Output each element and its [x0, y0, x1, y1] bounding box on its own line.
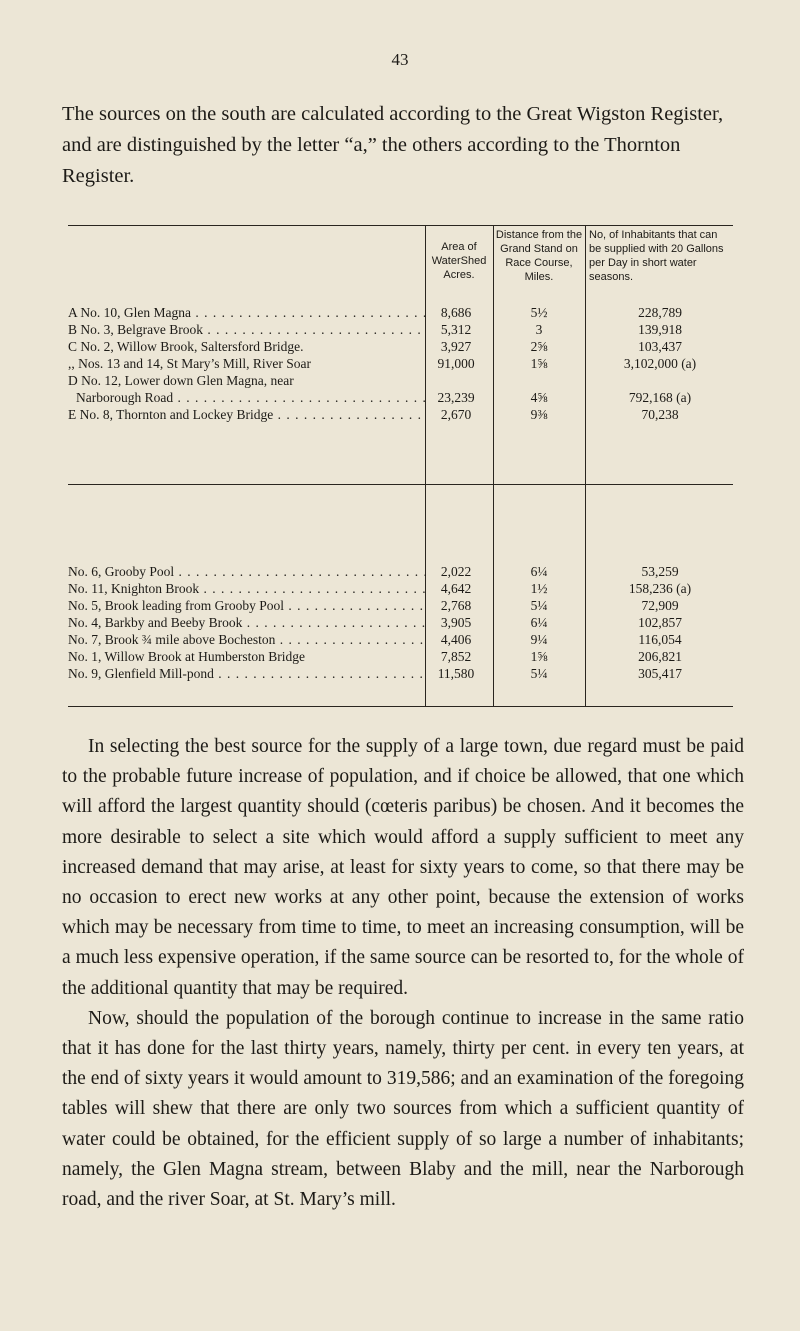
inhabitants-cell: 116,054	[638, 632, 682, 647]
source-name: No. 7, Brook ¾ mile above Bocheston . . .	[68, 632, 426, 648]
area-cell: 23,239	[437, 390, 475, 405]
distance-cell: 6¼	[530, 564, 548, 579]
inhabitants-cell: 206,821	[638, 649, 682, 664]
intro-paragraph: The sources on the south are calculated according to the Great Wigston Register, and are distinguished by the letter “a,” the others according to the Thornton Register.	[62, 103, 724, 187]
page-number: 43	[391, 50, 409, 69]
table-row	[68, 615, 733, 631]
table-row	[68, 564, 733, 580]
source-name: No. 5, Brook leading from Grooby Pool . . .	[68, 598, 426, 614]
table-row	[68, 407, 733, 423]
water-sources-table	[68, 225, 733, 707]
distance-cell: 5½	[530, 305, 548, 320]
source-name: No. 11, Knighton Brook . . .	[68, 581, 426, 597]
source-name: B No. 3, Belgrave Brook . . .	[68, 322, 426, 338]
area-cell: 4,642	[440, 581, 472, 596]
source-name: No. 4, Barkby and Beeby Brook . . .	[68, 615, 426, 631]
paragraph: In selecting the best source for the supply of a large town, due regard must be paid to the probable future increase of population, and if choice be allowed, that one which will afford the largest quantity should (cœteris paribus) be chosen. And it becomes the more desirable to select a site which would afford a supply sufficient to meet any increased demand that may arise, at least for sixty years to come, so that there may be no occasion to erect new works at any other point, because the extension of works which may be necessary from time to time, to meet an increasing consumption, will be a much less expensive operation, if the same source can be resorted to, for the whole of the additional quantity that may be required.	[62, 736, 744, 999]
table-row	[68, 598, 733, 614]
inhabitants-cell: 139,918	[638, 322, 682, 337]
inhabitants-cell: 103,437	[638, 339, 682, 354]
table-row	[68, 581, 733, 597]
area-cell: 4,406	[440, 632, 472, 647]
table-row	[68, 632, 733, 648]
area-cell: 3,927	[440, 339, 472, 354]
distance-cell: 1⅝	[530, 356, 548, 371]
inhabitants-cell: 792,168 (a)	[628, 390, 692, 405]
source-name: ,, Nos. 13 and 14, St Mary’s Mill, River Soar	[68, 356, 311, 371]
inhabitants-cell: 70,238	[641, 407, 679, 422]
distance-cell: 4⅝	[530, 390, 548, 405]
header-area: Area of WaterShed Acres.	[431, 241, 487, 281]
paragraph: Now, should the population of the borough continue to increase in the same ratio that it has done for the last thirty years, namely, thirty per cent. in every ten years, at the end of sixty years it would amount to 319,586; and an examination of the foregoing tables will shew that there are only two sources from which a sufficient quantity of water could be obtained, for the efficient supply of so large a number of inhabitants; namely, the Glen Magna stream, between Blaby and the mill, near the Narborough road, and the river Soar, at St. Mary’s mill.	[62, 1007, 744, 1211]
table-row	[68, 373, 733, 389]
distance-cell: 1½	[530, 581, 548, 596]
table-row	[68, 390, 733, 406]
area-cell: 8,686	[440, 305, 472, 320]
source-name: D No. 12, Lower down Glen Magna, near	[68, 373, 294, 388]
distance-cell: 9⅜	[530, 407, 548, 422]
distance-cell: 2⅝	[530, 339, 548, 354]
area-cell: 2,022	[440, 564, 472, 579]
table-row	[68, 305, 733, 321]
area-cell: 5,312	[440, 322, 472, 337]
source-name: Narborough Road . . .	[68, 390, 426, 406]
inhabitants-cell: 158,236 (a)	[628, 581, 692, 596]
table-row	[68, 356, 733, 372]
source-name: E No. 8, Thornton and Lockey Bridge . . .	[68, 407, 426, 423]
area-cell: 11,580	[437, 666, 475, 681]
source-name: No. 6, Grooby Pool . . .	[68, 564, 426, 580]
inhabitants-cell: 102,857	[638, 615, 682, 630]
header-distance: Distance from the Grand Stand on Race Course, Miles.	[495, 229, 583, 283]
inhabitants-cell: 305,417	[638, 666, 682, 681]
table-row	[68, 339, 733, 355]
distance-cell: 5¼	[530, 598, 548, 613]
inhabitants-cell: 72,909	[641, 598, 679, 613]
table-row	[68, 322, 733, 338]
table-row	[68, 649, 733, 665]
inhabitants-cell: 53,259	[641, 564, 679, 579]
area-cell: 91,000	[437, 356, 475, 371]
header-inhabitants: No, of Inhabitants that can be supplied with 20 Gallons per Day in short water seasons.	[589, 229, 724, 283]
area-cell: 3,905	[440, 615, 472, 630]
body-text	[62, 732, 744, 1215]
distance-cell: 3	[535, 322, 543, 337]
group-divider	[68, 484, 733, 485]
distance-cell: 9¼	[530, 632, 548, 647]
table-row	[68, 666, 733, 682]
distance-cell: 5¼	[530, 666, 548, 681]
area-cell: 2,670	[440, 407, 472, 422]
source-name: No. 9, Glenfield Mill-pond . . .	[68, 666, 426, 682]
inhabitants-cell: 228,789	[638, 305, 682, 320]
area-cell: 2,768	[440, 598, 472, 613]
area-cell: 7,852	[440, 649, 472, 664]
source-name: No. 1, Willow Brook at Humberston Bridge	[68, 649, 305, 664]
distance-cell: 6¼	[530, 615, 548, 630]
source-name: C No. 2, Willow Brook, Saltersford Bridge.	[68, 339, 304, 354]
inhabitants-cell: 3,102,000 (a)	[623, 356, 697, 371]
source-name: A No. 10, Glen Magna . . .	[68, 305, 426, 321]
distance-cell: 1⅝	[530, 649, 548, 664]
